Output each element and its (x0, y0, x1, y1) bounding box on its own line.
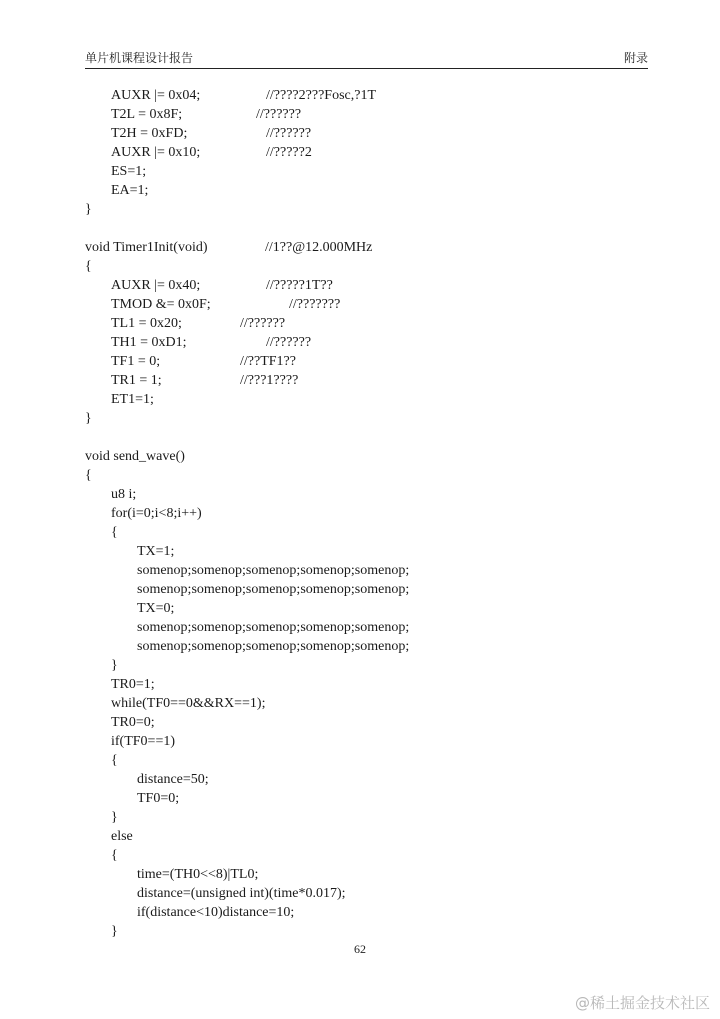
code-line (85, 656, 655, 675)
code-line (85, 713, 655, 732)
code-text: AUXR |= 0x10; (111, 145, 201, 160)
watermark: @稀土掘金技术社区 (574, 994, 710, 1012)
code-text: void Timer1Init(void) (85, 240, 208, 255)
code-line (85, 124, 655, 143)
code-text: if(TF0==1) (111, 734, 176, 749)
code-text: { (111, 848, 118, 863)
code-line (85, 789, 655, 808)
code-text: somenop;somenop;somenop;somenop;somenop; (137, 563, 410, 578)
code-text: distance=50; (137, 772, 209, 787)
page-header (85, 49, 648, 67)
code-text: } (111, 924, 118, 939)
code-text: while(TF0==0&&RX==1); (111, 696, 266, 711)
code-text: AUXR |= 0x40; (111, 278, 201, 293)
code-text: TMOD &= 0x0F; (111, 297, 211, 312)
code-line (85, 371, 655, 390)
code-line (85, 276, 655, 295)
code-text: TF1 = 0; (111, 354, 161, 369)
code-comment: //?????1T?? (266, 278, 333, 293)
code-text: TR1 = 1; (111, 373, 162, 388)
code-comment: //??????? (289, 297, 341, 312)
code-line (85, 428, 655, 447)
code-line (85, 238, 655, 257)
code-text: TX=0; (137, 601, 175, 616)
code-text: somenop;somenop;somenop;somenop;somenop; (137, 582, 410, 597)
code-line (85, 618, 655, 637)
code-line (85, 846, 655, 865)
code-line (85, 808, 655, 827)
code-text: EA=1; (111, 183, 149, 198)
code-line (85, 105, 655, 124)
code-text: somenop;somenop;somenop;somenop;somenop; (137, 639, 410, 654)
code-line (85, 390, 655, 409)
code-comment: //????2???Fosc,?1T (266, 88, 376, 103)
code-line (85, 561, 655, 580)
code-text: TH1 = 0xD1; (111, 335, 187, 350)
code-text: for(i=0;i<8;i++) (111, 506, 202, 521)
code-text: AUXR |= 0x04; (111, 88, 201, 103)
code-line (85, 485, 655, 504)
code-text: T2H = 0xFD; (111, 126, 188, 141)
code-line (85, 884, 655, 903)
code-text: } (111, 658, 118, 673)
code-line (85, 599, 655, 618)
code-line (85, 143, 655, 162)
code-text: } (85, 411, 92, 426)
code-line (85, 542, 655, 561)
code-line (85, 409, 655, 428)
code-text: } (85, 202, 92, 217)
page-number: 62 (354, 942, 366, 956)
code-line (85, 181, 655, 200)
code-text: ET1=1; (111, 392, 154, 407)
code-text: { (85, 259, 92, 274)
code-line (85, 675, 655, 694)
code-line (85, 333, 655, 352)
code-line (85, 466, 655, 485)
code-text: TF0=0; (137, 791, 180, 806)
code-text: u8 i; (111, 487, 137, 502)
code-text: { (85, 468, 92, 483)
code-comment: //?????? (256, 107, 302, 122)
code-text: { (111, 525, 118, 540)
code-line (85, 732, 655, 751)
code-text: somenop;somenop;somenop;somenop;somenop; (137, 620, 410, 635)
code-line (85, 903, 655, 922)
code-comment: //?????? (240, 316, 286, 331)
code-text: TL1 = 0x20; (111, 316, 182, 331)
code-line (85, 86, 655, 105)
code-text: time=(TH0<<8)|TL0; (137, 867, 259, 882)
code-line (85, 447, 655, 466)
code-line (85, 770, 655, 789)
code-comment: //1??@12.000MHz (265, 240, 373, 255)
code-line (85, 751, 655, 770)
code-text: TR0=0; (111, 715, 155, 730)
code-line (85, 200, 655, 219)
code-line (85, 694, 655, 713)
code-comment: //?????2 (266, 145, 312, 160)
code-line (85, 637, 655, 656)
code-line (85, 865, 655, 884)
code-line (85, 257, 655, 276)
code-text: ES=1; (111, 164, 147, 179)
code-line (85, 827, 655, 846)
code-comment: //???1???? (240, 373, 299, 388)
code-listing (85, 86, 655, 941)
code-line (85, 314, 655, 333)
code-text: T2L = 0x8F; (111, 107, 183, 122)
code-comment: //?????? (266, 335, 312, 350)
code-text: } (111, 810, 118, 825)
code-comment: //?????? (266, 126, 312, 141)
code-text: distance=(unsigned int)(time*0.017); (137, 886, 346, 901)
code-text: TR0=1; (111, 677, 155, 692)
code-line (85, 523, 655, 542)
code-text: if(distance<10)distance=10; (137, 905, 295, 920)
code-line (85, 162, 655, 181)
code-text: TX=1; (137, 544, 175, 559)
code-line (85, 219, 655, 238)
code-line (85, 580, 655, 599)
code-text: void send_wave() (85, 449, 185, 464)
header-title: 单片机课程设计报告 (85, 51, 194, 65)
header-section: 附录 (623, 51, 648, 65)
code-comment: //??TF1?? (240, 354, 296, 369)
code-line (85, 922, 655, 941)
code-line (85, 504, 655, 523)
code-text: { (111, 753, 118, 768)
code-line (85, 295, 655, 314)
code-line (85, 352, 655, 371)
header-divider (85, 68, 648, 69)
code-text: else (111, 829, 133, 844)
